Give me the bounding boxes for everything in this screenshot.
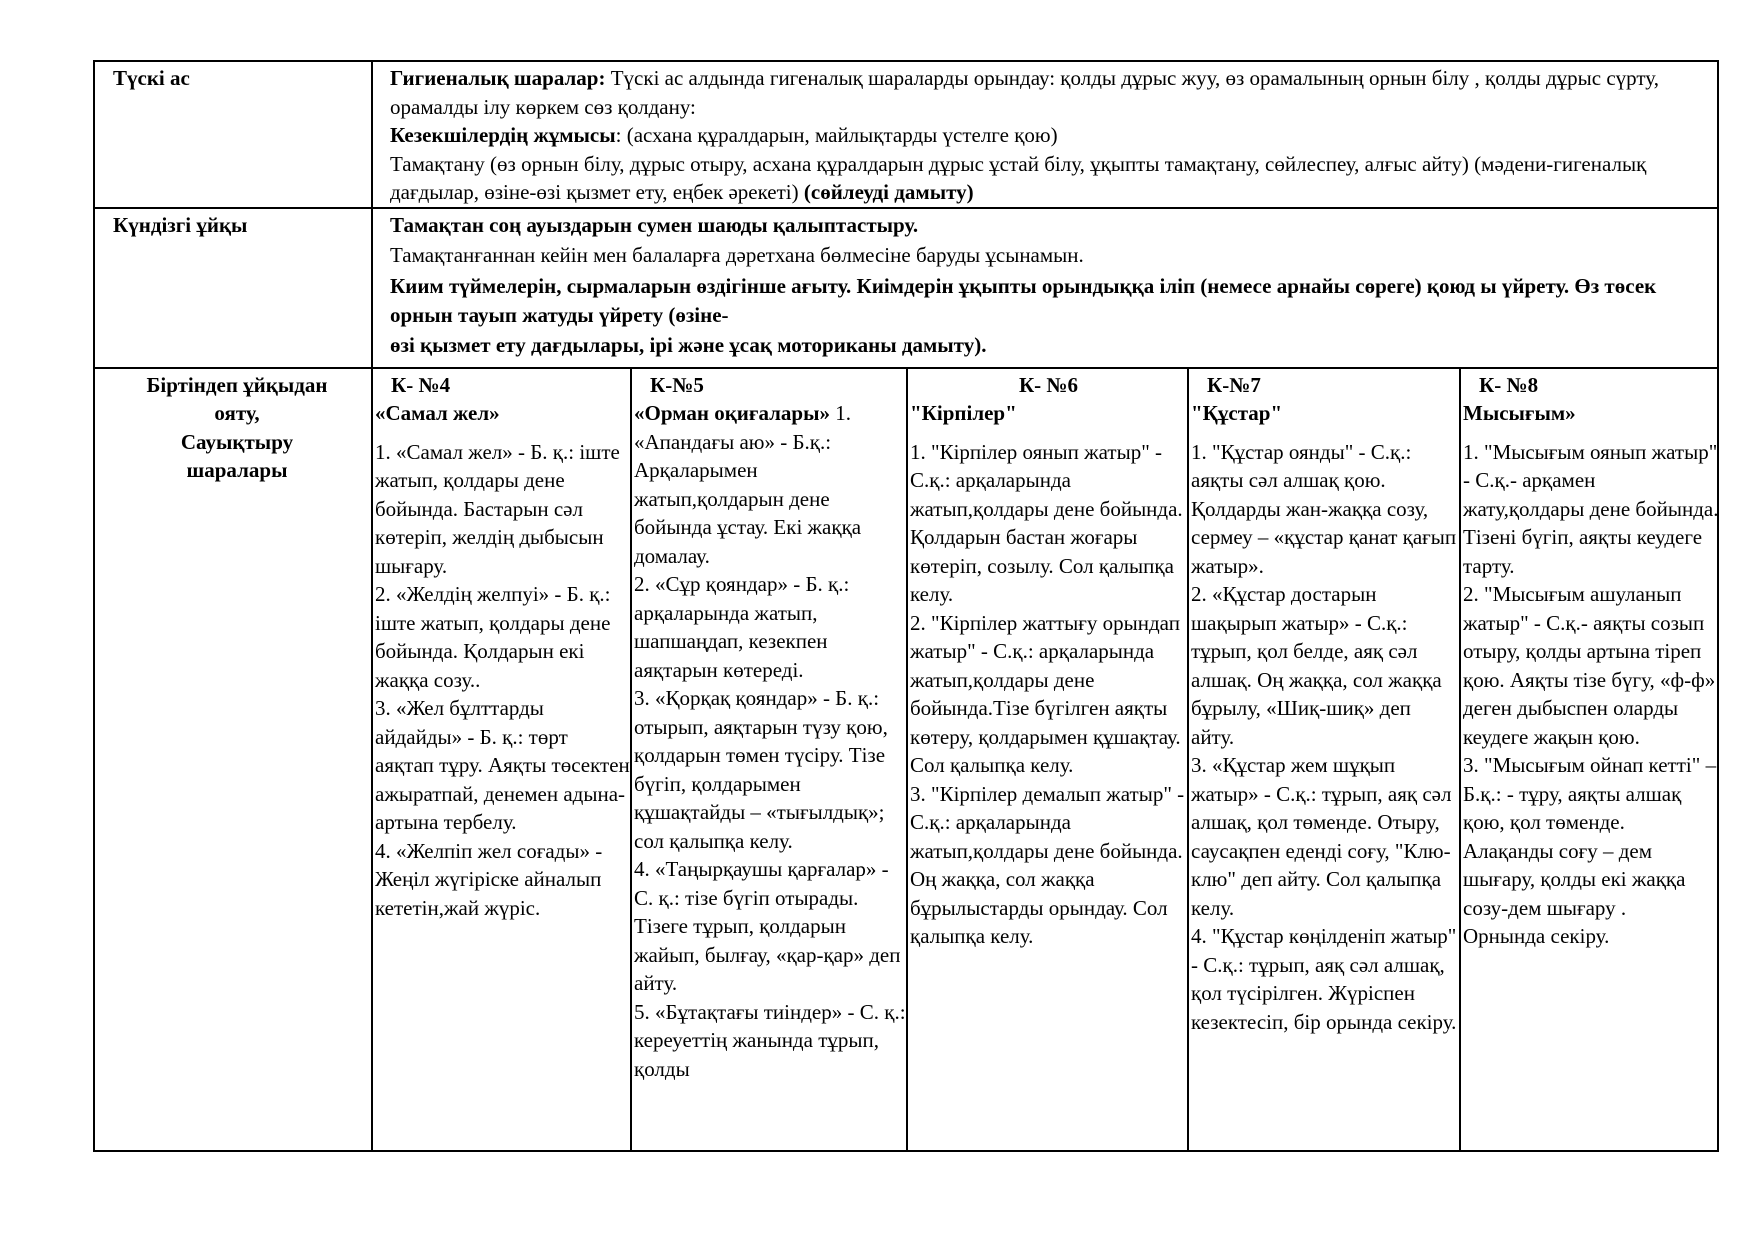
complex-column-6 [907, 369, 1188, 1151]
complex-body: 1. "Мысығым оянып жатыр" - С.қ.- арқамен жату,қолдары дене бойында. Тізені бүгіп, аяқты кеудеге тарту. 2. "Мысығым ашуланып жатыр" - С.қ.- аяқты созып отыру, қолды артына тіреп қою. Аяқты тізе бүгу, «ф-ф» деген дыбыспен оларды кеудеге жақын қою. 3. "Мысығым ойнап кетті" – Б.қ.: - тұру, аяқты алшақ қою, қол төменде. Алақанды соғу – дем шығару, қолды екі жаққа созу-дем шығару . Орнында секіру. [1463, 439, 1719, 948]
table-row-wakeup [94, 368, 1718, 1152]
complex-number: К- №6 [1018, 372, 1079, 397]
nap-content [372, 208, 1718, 368]
wakeup-complexes-cell [372, 368, 1718, 1152]
complex-number: К- №8 [1479, 372, 1539, 397]
wakeup-label-line: Сауықтыру [180, 429, 294, 454]
nap-line3a: Киим түймелерін, сырмаларын өздігінше ағыту. Киімдерін ұқыпты орындыққа іліп (немесе арнайы сөреге) қоюд ы үйрету. Өз төсек орнын тауып жатуды үйрету (өзіне- [390, 273, 1657, 327]
complex-column-4 [373, 369, 631, 1151]
wakeup-label-line: Біртіндеп ұйқыдан [146, 372, 328, 397]
eating-text: Тамақтану (өз орнын білу, дұрыс отыру, асхана құралдарын дұрыс ұстай білу, ұқыпты тамақтану, сөйлеспеу, алғыс айту) (мәдени-гигеналық дағдылар, өзіне-өзі қызмет ету, еңбек әрекеті) [390, 151, 1647, 204]
complex-title: «Орман оқиғалары» [634, 401, 830, 425]
complex-title-line [1463, 399, 1719, 428]
wakeup-label-line: ояту, [214, 401, 260, 425]
complex-number: К-№5 [650, 372, 704, 397]
nap-line1: Тамақтан соң ауыздарын сумен шаюды қалыптастыру. [390, 212, 919, 237]
lunch-content [372, 61, 1718, 208]
complexes-table [373, 369, 1719, 1151]
complex-title: «Самал жел» [375, 401, 500, 425]
row-label-wakeup [94, 368, 372, 1152]
duty-label: Кезекшілердің жұмысы [390, 123, 616, 147]
nap-line2: Тамақтанғаннан кейін мен балаларға дәретхана бөлмесіне баруды ұсынамын. [390, 243, 1084, 267]
complex-title-rest: 1. «Апандағы аю» - Б.қ.: Арқаларымен жатып,қолдарын дене бойында ұстау. Екі жаққа домалау. [634, 401, 862, 568]
complex-body: 2. «Сұр қояндар» - Б. қ.: арқаларында жатып, шапшаңдап, кезекпен аяқтарын көтереді. 3. «Қорқақ қояндар» - Б. қ.: отырып, аяқтарын түзу қою, қолдарын төмен түсіру. Тізе бүгіп, қолдарымен құшақтайды – «тығылдық»; сол қалыпқа келу. 4. «Таңырқаушы қарғалар» - С. қ.: тізе бүгіп отырады. Тізеге тұрып, қолдарын жайып, былғау, «қар-қар» деп айту. 5. «Бұтақтағы тиіндер» - С. қ.: кереуеттің жанында тұрып, қолды [634, 572, 906, 1081]
complex-title-line [910, 399, 1187, 428]
row-label-lunch: Түскі ас [94, 61, 372, 208]
complex-column-7 [1188, 369, 1460, 1151]
complex-column-8 [1460, 369, 1719, 1151]
hygiene-label: Гигиеналық шаралар: [390, 66, 606, 90]
duty-text: : (асхана құралдарын, майлықтарды үстелге қою) [615, 123, 1058, 147]
wakeup-label-line: шаралары [186, 458, 288, 482]
complex-title: Мысығым» [1463, 401, 1576, 425]
complex-title-line [1191, 399, 1459, 428]
hygiene-paragraph [390, 64, 1701, 121]
schedule-table [93, 60, 1719, 1152]
complex-body: 1. "Кірпілер оянып жатыр" - С.қ.: арқаларында жатып,қолдары дене бойында. Қолдарын бастан жоғары көтеріп, созылу. Сол қалыпқа келу. 2. "Кірпілер жаттығу орындап жатыр" - С.қ.: арқаларында жатып,қолдары дене бойында.Тізе бүгілген аяқты көтеру, қолдарымен құшақтау. Сол қалыпқа келу. 3. "Кірпілер демалып жатыр" - С.қ.: арқаларында жатып,қолдары дене бойында. Оң жаққа, сол жаққа бұрылыстарды орындау. Сол қалыпқа келу. [910, 439, 1185, 948]
complex-body: 1. «Самал жел» - Б. қ.: іште жатып, қолдары дене бойында. Бастарын сәл көтеріп, желдің дыбысын шығару. 2. «Желдің желпуі» - Б. қ.: іште жатып, қолдары дене бойында. Қолдарын екі жаққа созу.. 3. «Жел бұлттарды айдайды» - Б. қ.: төрт аяқтап тұру. Аяқты төсектен ажыратпай, денемен адына-артына тербелу. 4. «Желпіп жел соғады» - Жеңіл жүгіріске айналып кететін,жай жүріс. [375, 439, 630, 920]
complex-title-line [634, 399, 906, 570]
complex-number: К-№7 [1207, 372, 1261, 397]
nap-line3b: өзі қызмет ету дағдылары, ірі және ұсақ моториканы дамыту). [390, 332, 987, 357]
complex-title: "Кірпілер" [910, 401, 1017, 425]
complex-number: К- №4 [391, 372, 451, 397]
duty-paragraph [390, 121, 1701, 150]
complex-column-5 [631, 369, 907, 1151]
complex-title: "Құстар" [1191, 401, 1283, 425]
complex-body: 1. "Құстар оянды" - С.қ.: аяқты сәл алшақ қою. Қолдарды жан-жаққа созу, сермеу – «құстар қанат қағып жатыр». 2. «Құстар достарын шақырып жатыр» - С.қ.: тұрып, қол белде, аяқ сәл алшақ. Оң жаққа, сол жаққа бұрылу, «Шиқ-шиқ» деп айту. 3. «Құстар жем шұқып жатыр» - С.қ.: тұрып, аяқ сәл алшақ, қол төменде. Отыру, саусақпен еденді соғу, "Клю-клю" деп айту. Сол қалыпқа келу. 4. "Құстар көңілденіп жатыр" - С.қ.: тұрып, аяқ сәл алшақ, қол түсірілген. Жүріспен кезектесіп, бір орында секіру. [1191, 439, 1457, 1034]
hygiene-text: Түскі ас алдында гигеналық шараларды орындау: қолды дұрыс жуу, өз орамалының орнын білу , қолды дұрыс сүрту, орамалды ілу көркем сөз қолдану: [390, 66, 1659, 119]
complex-title-line [375, 399, 630, 428]
eating-bold: (сөйлеуді дамыту) [803, 180, 974, 204]
table-row-nap [94, 208, 1718, 368]
eating-paragraph [390, 150, 1701, 207]
table-row-lunch [94, 61, 1718, 208]
row-label-nap: Күндізгі ұйқы [94, 208, 372, 368]
